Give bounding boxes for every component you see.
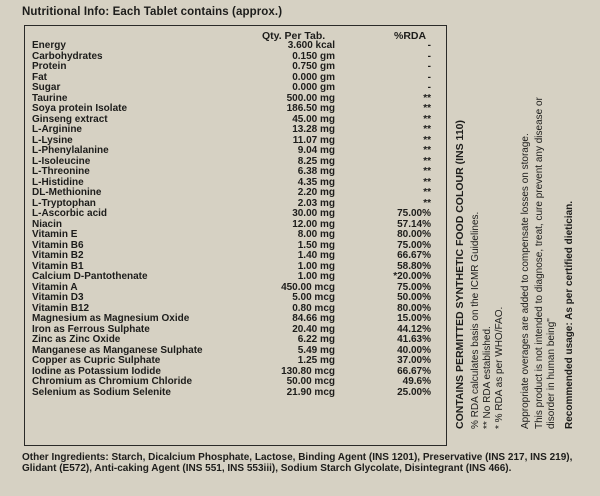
nutrient-name: Selenium as Sodium Selenite — [32, 386, 171, 398]
nutrient-name: Vitamin B1 — [32, 260, 84, 272]
nutrient-name: Manganese as Manganese Sulphate — [32, 344, 203, 356]
nutrient-rda: 15.00% — [397, 313, 431, 324]
nutrient-name: L-Ascorbic acid — [32, 208, 108, 219]
nutrient-row — [0, 73, 460, 84]
nutrition-rows — [0, 41, 460, 398]
nutrient-qty: 20.40 mg — [292, 323, 335, 335]
nutrient-name: Vitamin B2 — [32, 250, 84, 261]
nutrient-row — [0, 146, 460, 157]
nutrient-qty: 6.22 mg — [297, 334, 335, 345]
nutrient-qty: 30.00 mg — [292, 208, 335, 219]
nutrient-rda: 75.00% — [397, 281, 431, 293]
nutrient-name: Taurine — [32, 92, 68, 104]
nutrient-rda: ** — [423, 113, 431, 125]
nutrient-row — [0, 52, 460, 63]
nutrient-name: Vitamin B12 — [32, 302, 90, 314]
nutrient-row — [0, 356, 460, 367]
nutrient-rda: 66.67% — [397, 365, 431, 377]
nutrient-qty: 45.00 mg — [292, 113, 335, 125]
nutrient-name: L-Threonine — [32, 166, 90, 177]
side-notes — [446, 25, 596, 444]
nutrient-rda: ** — [423, 166, 431, 177]
nutrient-rda: ** — [423, 145, 431, 156]
nutrient-name: Iodine as Potassium Iodide — [32, 365, 161, 377]
nutrient-rda: - — [427, 71, 431, 83]
nutrient-name: Vitamin B6 — [32, 239, 84, 251]
nutrient-rda: - — [427, 82, 431, 93]
other-ingredients — [22, 452, 582, 474]
nutrient-name: Ginseng extract — [32, 113, 108, 125]
nutrient-rda: 58.80% — [397, 260, 431, 272]
nutrient-rda: 80.00% — [397, 302, 431, 314]
nutrient-rda: - — [427, 61, 431, 72]
nutrient-rda: 75.00% — [397, 239, 431, 251]
nutrient-qty: 130.80 mcg — [281, 365, 335, 377]
nutrient-row — [0, 41, 460, 52]
nutrient-rda: 40.00% — [397, 344, 431, 356]
side-note-who-fao: * % RDA as per WHO/FAO. — [494, 306, 505, 429]
nutrient-rda: ** — [423, 124, 431, 135]
side-note-rda-basis: % RDA calculates basis on the ICMR Guidelines. — [470, 211, 481, 429]
nutrient-name: Protein — [32, 61, 67, 72]
nutrient-rda: 37.00% — [397, 355, 431, 366]
nutrient-qty: 2.03 mg — [297, 197, 335, 209]
nutrient-row — [0, 188, 460, 199]
nutrient-row — [0, 62, 460, 73]
nutrient-name: L-Histidine — [32, 176, 84, 188]
nutrient-qty: 6.38 mg — [297, 166, 335, 177]
nutrient-name: Vitamin A — [32, 281, 78, 293]
nutrient-rda: - — [427, 40, 431, 51]
nutrient-name: Energy — [32, 40, 66, 51]
nutrient-qty: 1.00 mg — [297, 271, 335, 282]
nutrient-qty: 4.35 mg — [297, 176, 335, 188]
nutrient-name: Vitamin D3 — [32, 292, 84, 303]
nutrient-qty: 0.000 gm — [292, 71, 335, 83]
nutrient-qty: 3.600 kcal — [287, 40, 335, 51]
nutrient-qty: 50.00 mcg — [286, 376, 335, 387]
nutrient-name: Zinc as Zinc Oxide — [32, 334, 121, 345]
nutrient-rda: ** — [423, 92, 431, 104]
nutrient-name: Fat — [32, 71, 47, 83]
nutrient-name: Carbohydrates — [32, 50, 103, 62]
nutrient-rda: ** — [423, 176, 431, 188]
nutrient-qty: 1.00 mg — [297, 260, 335, 272]
nutrient-qty: 5.49 mg — [297, 344, 335, 356]
side-note-usage: Recommended usage: As per certified dietician. — [564, 200, 575, 429]
nutrient-name: Calcium D-Pantothenate — [32, 271, 148, 282]
nutrient-qty: 9.04 mg — [297, 145, 335, 156]
nutrient-rda: ** — [423, 103, 431, 114]
nutrient-qty: 8.25 mg — [297, 155, 335, 167]
nutrient-name: Iron as Ferrous Sulphate — [32, 323, 150, 335]
side-note-disclaimer-cont: disorder in human being" — [546, 318, 557, 429]
nutrient-rda: - — [427, 50, 431, 62]
nutrient-qty: 0.750 gm — [292, 61, 335, 72]
nutrient-rda: 80.00% — [397, 229, 431, 240]
nutrient-rda: ** — [423, 155, 431, 167]
nutrient-qty: 8.00 mg — [297, 229, 335, 240]
nutrient-name: L-Lysine — [32, 134, 73, 146]
nutrient-row — [0, 251, 460, 262]
nutrient-row — [0, 314, 460, 325]
nutrient-qty: 11.07 mg — [292, 134, 335, 146]
other-ingredients-text: Starch, Dicalcium Phosphate, Lactose, Binding Agent (INS 1201), Preservative (INS 217, INS 219), Glidant (E572), Anti-caking Agent (INS 551, INS 553iii), Sodium Starch Glycolate, Disintegrant (INS 466). — [22, 452, 573, 474]
nutrient-rda: 57.14% — [397, 218, 431, 230]
nutrient-qty: 5.00 mcg — [292, 292, 335, 303]
nutrient-qty: 0.000 gm — [292, 82, 335, 93]
qty-column-header: Qty. Per Tab. — [262, 30, 326, 42]
nutrient-row — [0, 167, 460, 178]
nutrient-name: Copper as Cupric Sulphate — [32, 355, 161, 366]
nutrient-name: Chromium as Chromium Chloride — [32, 376, 193, 387]
nutrient-name: Vitamin E — [32, 229, 78, 240]
nutrient-rda: 75.00% — [397, 208, 431, 219]
nutrient-qty: 1.50 mg — [297, 239, 335, 251]
nutrient-rda: ** — [423, 187, 431, 198]
nutrient-qty: 450.00 mcg — [281, 281, 335, 293]
nutrient-row — [0, 230, 460, 241]
nutrient-rda: 41.63% — [397, 334, 431, 345]
nutrient-qty: 21.90 mcg — [286, 386, 335, 398]
side-note-disclaimer: This product is not intended to diagnose, treat, cure prevent any disease or — [534, 97, 545, 429]
nutrient-name: L-Phenylalanine — [32, 145, 109, 156]
side-note-colour: CONTAINS PERMITTED SYNTHETIC FOOD COLOUR (INS 110) — [454, 120, 466, 429]
nutrient-qty: 2.20 mg — [297, 187, 335, 198]
nutrient-row — [0, 377, 460, 388]
nutrient-qty: 13.28 mg — [292, 124, 335, 135]
nutrient-qty: 1.25 mg — [297, 355, 335, 366]
nutrient-name: Soya protein Isolate — [32, 103, 128, 114]
nutrient-qty: 1.40 mg — [297, 250, 335, 261]
nutrient-name: Magnesium as Magnesium Oxide — [32, 313, 190, 324]
nutrient-rda: *20.00% — [393, 271, 431, 282]
nutrient-row — [0, 388, 460, 399]
nutrient-name: L-Isoleucine — [32, 155, 91, 167]
side-note-no-rda: ** No RDA established. — [482, 326, 493, 429]
nutrient-row — [0, 272, 460, 283]
nutrient-name: L-Arginine — [32, 124, 82, 135]
nutrient-rda: 50.00% — [397, 292, 431, 303]
nutrient-rda: 44.12% — [397, 323, 431, 335]
nutrient-qty: 0.80 mcg — [292, 302, 335, 314]
other-ingredients-label: Other Ingredients: — [22, 452, 109, 463]
nutrient-name: L-Tryptophan — [32, 197, 96, 209]
nutrient-row — [0, 293, 460, 304]
nutrient-row — [0, 335, 460, 346]
nutrient-qty: 0.150 gm — [292, 50, 335, 62]
nutrient-qty: 84.66 mg — [292, 313, 335, 324]
nutrient-row — [0, 209, 460, 220]
nutrient-name: DL-Methionine — [32, 187, 102, 198]
nutrient-row — [0, 83, 460, 94]
nutrient-name: Niacin — [32, 218, 63, 230]
nutrient-rda: 49.6% — [402, 376, 431, 387]
nutrient-rda: 25.00% — [397, 386, 431, 398]
nutrient-row — [0, 104, 460, 115]
nutrient-row — [0, 125, 460, 136]
nutrient-qty: 500.00 mg — [286, 92, 335, 104]
nutrient-name: Sugar — [32, 82, 61, 93]
nutrient-qty: 12.00 mg — [292, 218, 335, 230]
side-note-overages: Appropriate overages are added to compensate losses on storage. — [520, 133, 531, 429]
nutrient-rda: 66.67% — [397, 250, 431, 261]
nutrient-qty: 186.50 mg — [286, 103, 335, 114]
rda-column-header: %RDA — [394, 30, 427, 42]
nutrition-header: Nutritional Info: Each Tablet contains (approx.) — [22, 6, 283, 18]
nutrient-rda: ** — [423, 197, 431, 209]
nutrient-rda: ** — [423, 134, 431, 146]
